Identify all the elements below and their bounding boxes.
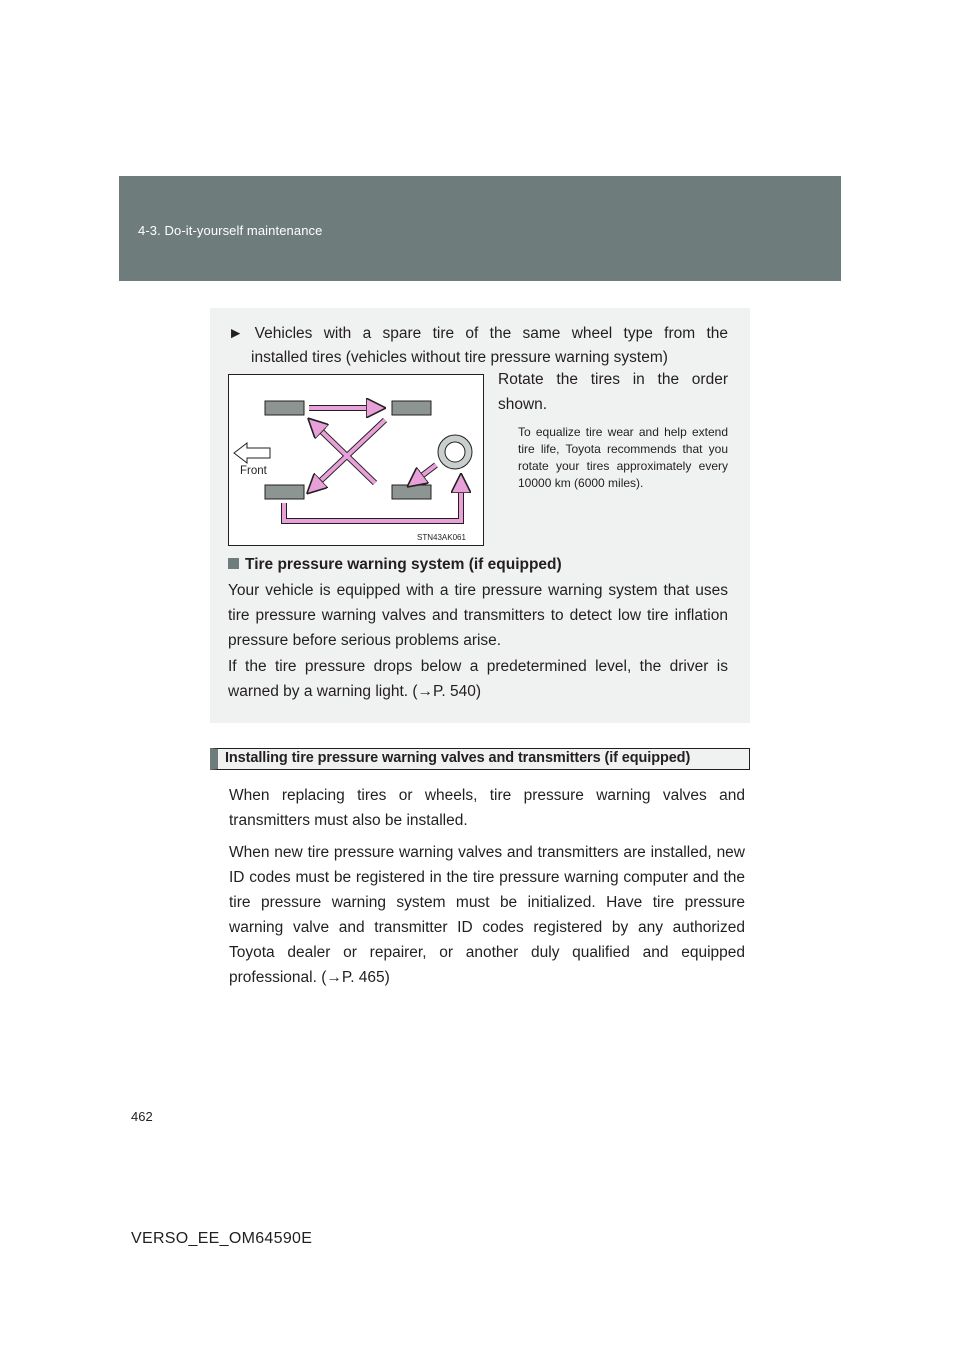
tire-front-left — [265, 401, 304, 415]
figure-code: STN43AK061 — [417, 533, 466, 542]
variant-heading-line1: ► Vehicles with a spare tire of the same wheel type from the — [228, 325, 728, 342]
variant-heading-line2: installed tires (vehicles without tire pressure warning system) — [251, 349, 668, 366]
installing-heading-text: Installing tire pressure warning valves and transmitters (if equipped) — [225, 750, 691, 766]
tpws-paragraph: Your vehicle is equipped with a tire pressure warning system that uses tire pressure warning valves and transmitters to detect low tire inflation pressure before serious problems arise. — [228, 582, 728, 649]
tire-front-right — [392, 401, 431, 415]
front-arrow-icon — [234, 443, 270, 463]
rotate-instruction-line1: Rotate the tires in the order — [498, 371, 728, 388]
installing-heading — [210, 748, 750, 770]
tire-rotation-diagram — [228, 374, 484, 546]
arrow-fr-to-rl — [314, 420, 385, 487]
page-number: 462 — [131, 1109, 153, 1124]
tpws-subheading-text: Tire pressure warning system (if equipped) — [245, 556, 562, 573]
header-band — [119, 176, 841, 281]
square-bullet-icon — [228, 558, 239, 569]
rotate-instruction-line2: shown. — [498, 396, 548, 413]
installing-paragraph-1: When replacing tires or wheels, tire pressure warning valves and transmitters must also be installed. — [229, 787, 745, 829]
front-label: Front — [240, 465, 267, 477]
arrow-spare-to-rr — [415, 465, 436, 481]
section-title: 4-3. Do-it-yourself maintenance — [138, 223, 323, 238]
installing-paragraph-2: When new tire pressure warning valves and transmitters are installed, new ID codes must be registered in the tire pressure warning computer and the tire pressure warning system must be initialized. Have tire pressure warning valve and transmitter ID codes registered by any authorized Toyota dealer or repairer, or another duly qualified and equipped professional. (→P. 465) — [229, 844, 745, 986]
tire-rear-right — [392, 485, 431, 499]
tire-rotation-box — [210, 308, 750, 723]
rotation-note: To equalize tire wear and help extend tire life, Toyota recommends that you rotate your tires approximately every 10000 km (6000 miles). — [518, 425, 728, 490]
tire-rear-left — [265, 485, 304, 499]
arrow-rl-to-spare — [284, 483, 461, 521]
rotation-diagram-graphic — [229, 375, 485, 547]
tpws-subheading — [228, 553, 562, 577]
document-code: VERSO_EE_OM64590E — [131, 1230, 313, 1247]
tpws-warning-paragraph: If the tire pressure drops below a predetermined level, the driver is warned by a warning light. (→P. 540) — [228, 658, 728, 700]
